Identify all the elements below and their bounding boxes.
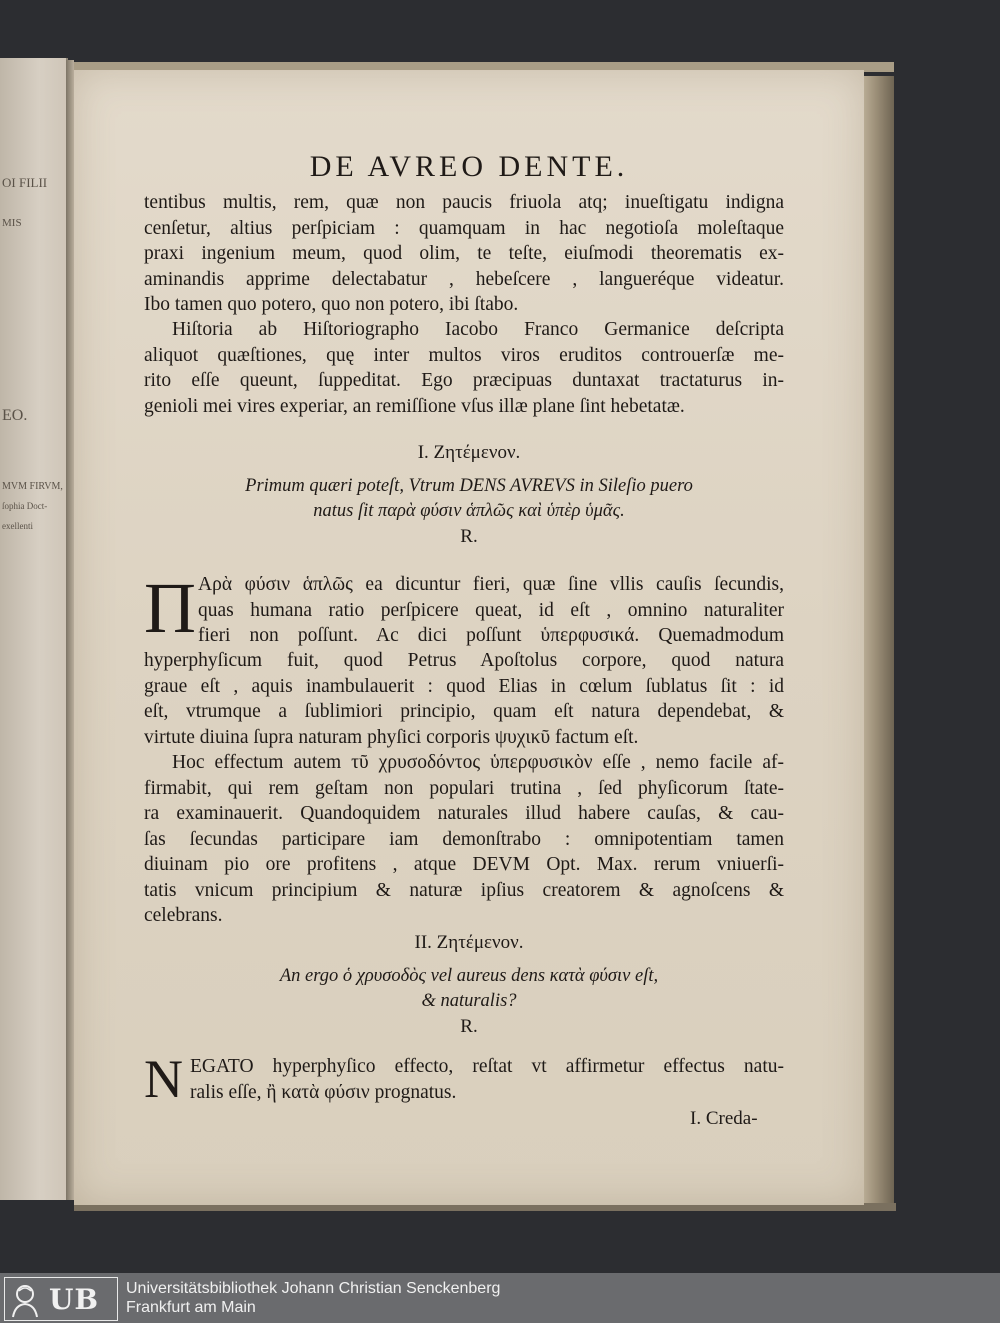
text-line: virtute diuina ſupra naturam phyſici corporis ψυχικῦ factum eſt.: [144, 726, 639, 748]
facing-page-text: ſophia Doct-: [2, 501, 48, 511]
text-line: diuinam pio ore profitens , atque DEVM Opt. Max. rerum vniuerſi-: [144, 854, 784, 875]
response-marker: R.: [460, 1016, 478, 1037]
response-marker: R.: [460, 526, 478, 547]
answer-1-paragraph: [144, 648, 784, 750]
text-line: Hiſtoria ab Hiſtoriographo Iacobo Franco Germanice deſcripta: [172, 319, 784, 340]
facing-page-text: MIS: [2, 217, 22, 229]
text-line: eſt, vtrumque a ſublimiori principio, quam eſt natura dependebat, &: [144, 701, 784, 722]
drop-cap: П: [144, 568, 196, 648]
text-line: aminandis apprime delectabatur , hebeſcere , langueréque videatur.: [144, 268, 784, 290]
text-line: celebrans.: [144, 905, 223, 926]
text-line: cenſetur, altius perſpiciam : quamquam in hac negotioſa moleſtaque: [144, 217, 784, 239]
portrait-bust-icon: [5, 1279, 45, 1319]
historia-paragraph: [144, 317, 784, 419]
running-header: DE AVREO DENTE.: [309, 150, 629, 183]
text-line: EGATO hyperphyſico effecto, reſtat vt affirmetur effectus natu-: [190, 1056, 784, 1077]
text-line: Αρὰ φύσιν ἁπλῶς ea dicuntur fieri, quæ ſine vllis cauſis ſecundis,: [198, 574, 784, 595]
institution-line: Universitätsbibliothek Johann Christian Senckenberg: [126, 1280, 501, 1297]
question-2-text: [74, 964, 864, 1014]
question-line: An ergo ὁ χρυσοδὸς vel aureus dens κατὰ φύσιν eſt,: [279, 966, 659, 986]
library-logo[interactable]: [4, 1277, 118, 1321]
facing-page-fragment: [0, 58, 68, 1200]
facing-page-text: OI FILII: [2, 175, 48, 190]
answer-2-paragraph: [190, 1054, 784, 1105]
facing-page-text: EO.: [2, 407, 28, 424]
institution-location: Frankfurt am Main: [126, 1299, 256, 1316]
question-2-heading: II. Ζητέμενον.: [414, 932, 524, 953]
question-1-text: [74, 474, 864, 524]
text-line: hyperphyſicum fuit, quod Petrus Apoſtolus corpore, quod natura: [144, 650, 784, 671]
text-line: rito eſſe queunt, ſuppeditat. Ego præcipuas duntaxat tractaturus in-: [144, 370, 784, 391]
text-line: ſas ſecundas participare iam demonſtrabo : omnipotentiam tamen: [144, 828, 784, 850]
facing-page-text: exellenti: [2, 521, 33, 531]
logo-text: UB: [49, 1282, 100, 1316]
text-line: Hoc effectum autem τῦ χρυσοδόντος ὑπερφυσικὸν eſſe , nemo facile af-: [172, 752, 784, 773]
answer-1-opening: [198, 572, 784, 649]
hoc-paragraph: [144, 750, 784, 929]
institution-name[interactable]: [126, 1279, 500, 1317]
facing-page-text: MVM FIRVM,: [2, 481, 63, 492]
text-line: ra examinauerit. Quandoquidem naturales illud habere cauſas, & cau-: [144, 803, 784, 824]
intro-paragraph: [144, 190, 784, 318]
text-line: aliquot quæſtiones, quę inter multos viros eruditos controuerſæ me-: [144, 344, 784, 366]
catchword: I. Creda-: [690, 1108, 758, 1129]
text-line: tatis vnicum principium & naturæ ipſius creatorem & agnoſcens &: [144, 879, 784, 901]
text-line: graue eſt , aquis inambulauerit : quod Elias in cœlum ſublatus ſit : id: [144, 675, 784, 697]
question-line: Primum quæri poteſt, Vtrum DENS AVREVS in Sileſio puero: [245, 476, 693, 496]
text-line: firmabit, qui rem geſtam non populari trutina , ſed phyſicorum ſtate-: [144, 777, 784, 799]
page-side-edge: [864, 76, 894, 1204]
question-1-heading: I. Ζητέμενον.: [417, 442, 521, 463]
text-line: quas humana ratio perſpicere queat, id eſt , omnino naturaliter: [198, 599, 784, 621]
text-line: fieri non poſſunt. Ac dici poſſunt ὑπερφυσικά. Quemadmodum: [198, 625, 784, 646]
question-line: & naturalis?: [421, 991, 517, 1011]
text-line: Ibo tamen quo potero, quo non potero, ibi ſtabo.: [144, 294, 519, 315]
question-line: natus ſit παρὰ φύσιν ἁπλῶς καὶ ὑπὲρ ὑμᾶς.: [313, 501, 625, 521]
text-line: genioli mei vires experiar, an remiſſione vſus illæ plane ſint hebetatæ.: [144, 395, 685, 417]
text-line: praxi ingenium meum, quod olim, te teſte, eiuſmodi theorematis ex-: [144, 243, 784, 264]
text-line: tentibus multis, rem, quæ non paucis friuola atq; inueſtigatu indigna: [144, 192, 784, 213]
text-line: ralis eſſe, ἢ κατὰ φύσιν prognatus.: [190, 1081, 457, 1103]
book-page: [74, 70, 864, 1205]
drop-cap: N: [144, 1049, 183, 1109]
book-spine: [66, 60, 74, 1200]
footer-bar: [0, 1273, 1000, 1323]
